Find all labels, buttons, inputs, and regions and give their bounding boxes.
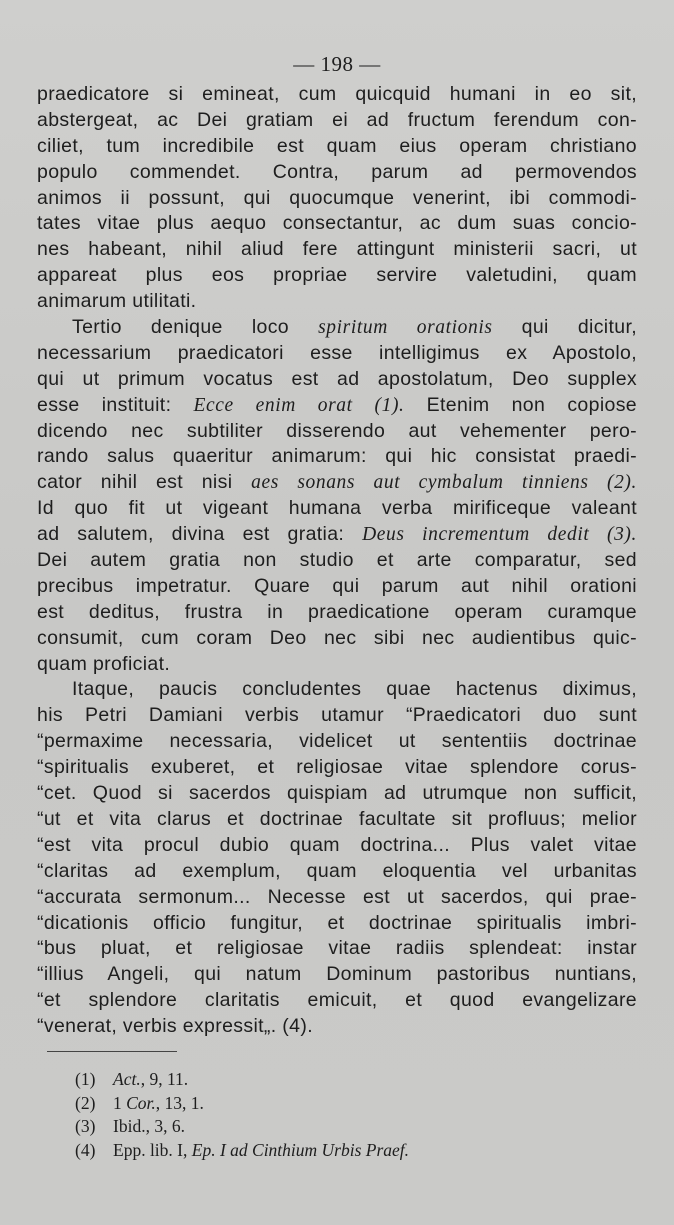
text-run: Tertio denique loco	[72, 316, 319, 339]
text-line	[37, 574, 637, 600]
text-line	[37, 626, 637, 652]
text-line	[37, 263, 637, 289]
text-line	[37, 859, 637, 885]
text-run: Dei autem gratia non studio et arte comparatur, sed	[37, 549, 637, 572]
text-run: quam proficiat.	[37, 652, 171, 675]
text-line	[37, 962, 637, 988]
footnote	[75, 1139, 409, 1163]
italic-text: spiritum orationis	[318, 317, 493, 339]
text-line	[37, 911, 637, 937]
text-run: Epp. lib. I,	[113, 1139, 192, 1160]
text-line	[37, 703, 637, 729]
text-line	[37, 108, 637, 134]
text-line	[37, 522, 637, 548]
text-line	[37, 419, 637, 445]
text-run: dicendo nec subtiliter disserendo aut vehementer pero-	[37, 419, 637, 442]
text-run: his Petri Damiani verbis utamur “Praedicatori duo sunt	[37, 704, 637, 727]
paragraph	[37, 82, 637, 315]
text-run: esse instituit:	[37, 393, 194, 416]
text-run: tates vitae plus aequo consectantur, ac dum suas concio-	[37, 212, 637, 235]
text-line	[37, 936, 637, 962]
text-run: “venerat, verbis expressit„. (4).	[37, 1015, 313, 1038]
text-line	[37, 548, 637, 574]
text-line	[37, 186, 637, 212]
text-line	[37, 1014, 637, 1040]
text-run: necessarium praedicatori esse intelligimus ex Apostolo,	[37, 341, 637, 364]
text-run: “spiritualis exuberet, et religiosae vitae splendore corus-	[37, 756, 637, 779]
text-line	[37, 677, 637, 703]
text-run: nes habeant, nihil aliud fere attingunt ministerii sacri, ut	[37, 238, 637, 261]
text-run: Etenim non copiose	[404, 393, 637, 416]
footnote-number: (3)	[75, 1116, 96, 1136]
text-run: qui dicitur,	[492, 316, 637, 339]
text-run: “permaxime necessaria, videlicet ut sententiis doctrinae	[37, 730, 637, 753]
text-run: ciliet, tum incredibile est quam eius operam christiano	[37, 134, 637, 157]
footnotes	[75, 1068, 409, 1162]
text-line	[37, 367, 637, 393]
text-line	[37, 160, 637, 186]
text-run: consumit, cum coram Deo nec sibi nec audientibus quic-	[37, 626, 637, 649]
text-run: “ut et vita clarus et doctrinae facultate sit profluus; melior	[37, 807, 637, 830]
text-line	[37, 134, 637, 160]
text-run: “dicationis officio fungitur, et doctrinae spiritualis imbri-	[37, 911, 637, 934]
text-run: 1	[113, 1092, 127, 1113]
italic-text: Cor.	[126, 1092, 156, 1113]
italic-text: Ecce enim orat (1).	[193, 394, 405, 416]
text-line	[37, 211, 637, 237]
text-line	[37, 341, 637, 367]
text-run: Itaque, paucis concludentes quae hactenus diximus,	[72, 678, 637, 701]
text-run: “et splendore claritatis emicuit, et quod evangelizare	[37, 989, 637, 1012]
text-run: qui ut primum vocatus est ad apostolatum, Deo supplex	[37, 367, 637, 390]
text-run: rando salus quaeritur animarum: qui hic consistat praedi-	[37, 445, 637, 468]
footnote	[75, 1115, 409, 1139]
italic-text: Ep. I ad Cinthium Urbis Praef.	[191, 1139, 410, 1160]
text-run: , 13, 1.	[155, 1092, 204, 1113]
text-run: , 9, 11.	[140, 1069, 189, 1089]
footnote	[75, 1092, 409, 1116]
text-line	[37, 781, 637, 807]
text-run: Id quo fit ut vigeant humana verba mirificeque valeant	[37, 497, 637, 520]
text-run: ad salutem, divina est gratia:	[37, 523, 363, 546]
footnote-number: (2)	[75, 1092, 96, 1113]
text-run: est deditus, frustra in praedicatione operam curamque	[37, 600, 637, 623]
footnote-number: (4)	[75, 1139, 96, 1160]
text-line	[37, 807, 637, 833]
text-run: “est vita procul dubio quam doctrina... Plus valet vitae	[37, 833, 637, 856]
body-text	[37, 82, 637, 1040]
text-run: cator nihil est nisi	[37, 471, 252, 494]
text-run: “bus pluat, et religiosae vitae radiis splendeat: instar	[37, 937, 637, 960]
footnote-number: (1)	[75, 1069, 96, 1089]
text-run: “illius Angeli, qui natum Dominum pastoribus nuntians,	[37, 963, 637, 986]
text-line	[37, 237, 637, 263]
footnote	[75, 1068, 409, 1092]
italic-text: aes sonans aut cymbalum tinniens (2).	[251, 472, 637, 494]
text-line	[37, 885, 637, 911]
footnote-divider	[47, 1051, 177, 1052]
text-run: Ibid., 3, 6.	[113, 1116, 185, 1136]
text-line	[37, 988, 637, 1014]
text-run: “accurata sermonum... Necesse est ut sacerdos, qui prae-	[37, 885, 637, 908]
text-line	[37, 600, 637, 626]
text-run: animarum utilitati.	[37, 290, 197, 313]
paragraph	[37, 677, 637, 1039]
italic-text: Act.	[113, 1069, 141, 1089]
page-number: — 198 —	[293, 52, 381, 76]
text-line	[37, 496, 637, 522]
text-line	[37, 289, 637, 315]
text-line	[37, 82, 637, 108]
text-line	[37, 755, 637, 781]
text-line	[37, 833, 637, 859]
text-run: animos ii possunt, qui quocumque venerint, ibi commodi-	[37, 186, 637, 209]
text-line	[37, 315, 637, 341]
text-line	[37, 729, 637, 755]
text-line	[37, 393, 637, 419]
text-run: precibus impetratur. Quare qui parum aut nihil orationi	[37, 574, 637, 597]
text-line	[37, 444, 637, 470]
text-run: appareat plus eos propriae servire valetudini, quam	[37, 264, 637, 287]
text-line	[37, 470, 637, 496]
text-line	[37, 652, 637, 678]
paragraph	[37, 315, 637, 677]
text-run: praedicatore si emineat, cum quicquid humani in eo sit,	[37, 83, 637, 105]
italic-text: Deus incrementum dedit (3).	[362, 524, 637, 546]
text-run: “cet. Quod si sacerdos quispiam ad utrumque non sufficit,	[37, 782, 637, 805]
text-run: populo commendet. Contra, parum ad permovendos	[37, 160, 637, 183]
text-run: “claritas ad exemplum, quam eloquentia vel urbanitas	[37, 859, 637, 882]
text-run: abstergeat, ac Dei gratiam ei ad fructum ferendum con-	[37, 108, 637, 131]
